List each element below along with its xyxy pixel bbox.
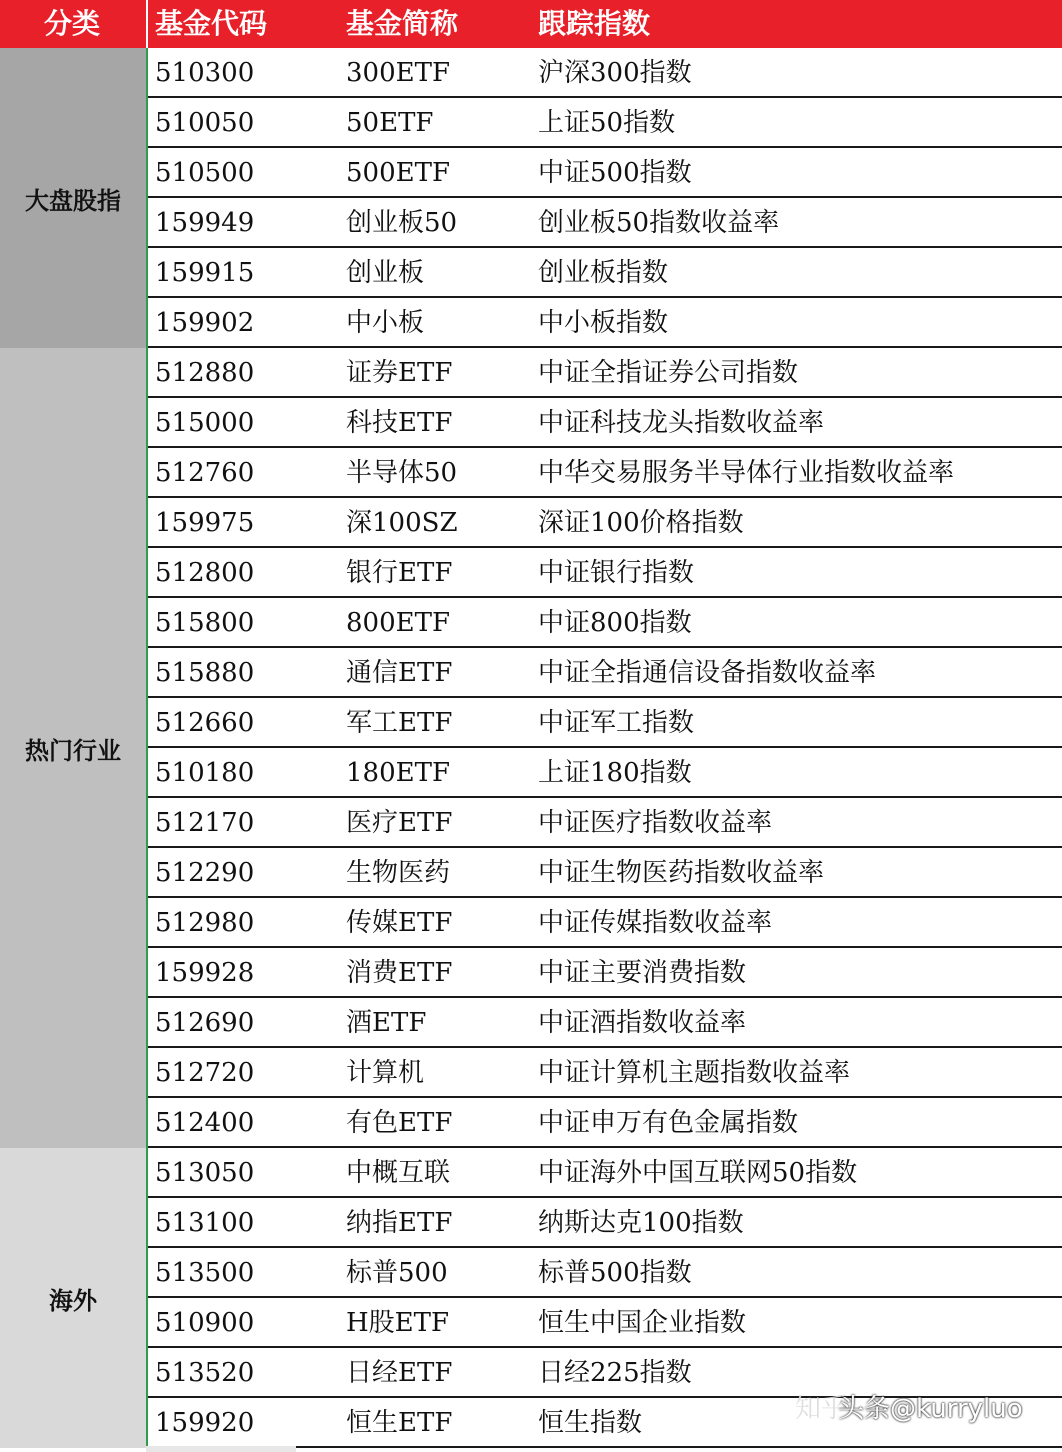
header-separator (146, 0, 148, 48)
table-row (148, 1248, 1062, 1298)
table-row (148, 998, 1062, 1048)
tracking-index: 中证生物医药指数收益率 (538, 858, 825, 888)
table-row (148, 398, 1062, 448)
fund-name: 生物医药 (346, 858, 451, 888)
table-row (148, 798, 1062, 848)
table-row (148, 898, 1062, 948)
bottom-strip (146, 1446, 296, 1452)
tracking-index: 中证计算机主题指数收益率 (538, 1058, 851, 1088)
table-row (148, 748, 1062, 798)
fund-code: 512760 (155, 458, 255, 488)
table-row (148, 1148, 1062, 1198)
fund-code: 510180 (155, 758, 255, 788)
fund-code: 512400 (155, 1108, 255, 1138)
tracking-index: 沪深300指数 (538, 58, 692, 88)
tracking-index: 恒生指数 (538, 1408, 643, 1438)
table-row (148, 548, 1062, 598)
table-row (148, 1298, 1062, 1348)
tracking-index: 中证全指通信设备指数收益率 (538, 658, 877, 688)
category-cell: 热门行业 (0, 348, 146, 1148)
fund-name: 半导体50 (346, 458, 458, 488)
table-row (148, 198, 1062, 248)
tracking-index: 创业板50指数收益率 (538, 208, 780, 238)
fund-name: 300ETF (346, 58, 450, 88)
fund-code: 159949 (155, 208, 255, 238)
fund-code: 513500 (155, 1258, 255, 1288)
fund-name: 消费ETF (346, 958, 453, 988)
tracking-index: 纳斯达克100指数 (538, 1208, 744, 1238)
tracking-index: 中证银行指数 (538, 558, 695, 588)
fund-name: H股ETF (346, 1308, 450, 1338)
fund-code: 512800 (155, 558, 255, 588)
table-row (148, 598, 1062, 648)
tracking-index: 上证50指数 (538, 108, 676, 138)
table-row (148, 948, 1062, 998)
tracking-index: 创业板指数 (538, 258, 669, 288)
category-cell: 海外 (0, 1148, 146, 1448)
fund-name: 银行ETF (346, 558, 453, 588)
tracking-index: 日经225指数 (538, 1358, 692, 1388)
fund-name: 中小板 (346, 308, 425, 338)
tracking-index: 深证100价格指数 (538, 508, 744, 538)
fund-name: 创业板50 (346, 208, 458, 238)
table-row (148, 1198, 1062, 1248)
fund-code: 515000 (155, 408, 255, 438)
fund-code: 513520 (155, 1358, 255, 1388)
fund-code: 512690 (155, 1008, 255, 1038)
fund-name: 180ETF (346, 758, 450, 788)
fund-name: 恒生ETF (346, 1408, 453, 1438)
fund-name: 中概互联 (346, 1158, 451, 1188)
tracking-index: 中证军工指数 (538, 708, 695, 738)
fund-code: 510900 (155, 1308, 255, 1338)
fund-code: 512980 (155, 908, 255, 938)
tracking-index: 中证传媒指数收益率 (538, 908, 773, 938)
tracking-index: 中华交易服务半导体行业指数收益率 (538, 458, 955, 488)
fund-code: 515800 (155, 608, 255, 638)
tracking-index: 标普500指数 (538, 1258, 692, 1288)
watermark-zhihu: 知乎 (795, 1394, 848, 1424)
fund-code: 510500 (155, 158, 255, 188)
fund-name: 深100SZ (346, 508, 458, 538)
fund-name: 500ETF (346, 158, 450, 188)
fund-name: 传媒ETF (346, 908, 453, 938)
fund-name: 科技ETF (346, 408, 453, 438)
fund-name: 有色ETF (346, 1108, 453, 1138)
table-row (148, 1098, 1062, 1148)
table-row (148, 348, 1062, 398)
fund-code: 510300 (155, 58, 255, 88)
fund-code: 512720 (155, 1058, 255, 1088)
table-row (148, 1048, 1062, 1098)
fund-code: 159902 (155, 308, 255, 338)
header-index: 跟踪指数 (538, 7, 651, 40)
fund-name: 800ETF (346, 608, 450, 638)
fund-name: 通信ETF (346, 658, 453, 688)
fund-name: 证券ETF (346, 358, 453, 388)
fund-code: 512660 (155, 708, 255, 738)
fund-code: 512170 (155, 808, 255, 838)
tracking-index: 中证医疗指数收益率 (538, 808, 773, 838)
tracking-index: 恒生中国企业指数 (538, 1308, 747, 1338)
fund-name: 医疗ETF (346, 808, 453, 838)
fund-code: 513100 (155, 1208, 255, 1238)
fund-name: 标普500 (346, 1258, 448, 1288)
tracking-index: 中证海外中国互联网50指数 (538, 1158, 858, 1188)
header-code: 基金代码 (155, 7, 268, 40)
header-name: 基金简称 (346, 7, 459, 40)
fund-name: 日经ETF (346, 1358, 453, 1388)
fund-code: 510050 (155, 108, 255, 138)
fund-name: 纳指ETF (346, 1208, 453, 1238)
table-row (148, 648, 1062, 698)
fund-name: 军工ETF (346, 708, 453, 738)
fund-code: 159928 (155, 958, 255, 988)
table-row (148, 48, 1062, 98)
tracking-index: 中证全指证券公司指数 (538, 358, 799, 388)
tracking-index: 中证申万有色金属指数 (538, 1108, 799, 1138)
fund-code: 512290 (155, 858, 255, 888)
fund-code: 159915 (155, 258, 255, 288)
fund-code: 513050 (155, 1158, 255, 1188)
fund-code: 512880 (155, 358, 255, 388)
fund-name: 计算机 (346, 1058, 425, 1088)
fund-code: 159920 (155, 1408, 255, 1438)
table-row (148, 848, 1062, 898)
watermark-toutiao: 头条@kurryluo (838, 1394, 1023, 1424)
fund-name: 50ETF (346, 108, 434, 138)
tracking-index: 中证500指数 (538, 158, 692, 188)
fund-code: 515880 (155, 658, 255, 688)
tracking-index: 中证主要消费指数 (538, 958, 747, 988)
tracking-index: 中证800指数 (538, 608, 692, 638)
table-row (148, 148, 1062, 198)
table-row (148, 298, 1062, 348)
tracking-index: 中证科技龙头指数收益率 (538, 408, 825, 438)
table-row (148, 98, 1062, 148)
table-row (148, 248, 1062, 298)
fund-name: 酒ETF (346, 1008, 427, 1038)
table-row (148, 448, 1062, 498)
header-category: 分类 (44, 7, 101, 40)
table-header (0, 0, 1062, 48)
category-cell: 大盘股指 (0, 48, 146, 348)
table-row (148, 698, 1062, 748)
table-row (148, 498, 1062, 548)
fund-name: 创业板 (346, 258, 425, 288)
tracking-index: 中小板指数 (538, 308, 669, 338)
fund-code: 159975 (155, 508, 255, 538)
tracking-index: 上证180指数 (538, 758, 692, 788)
tracking-index: 中证酒指数收益率 (538, 1008, 747, 1038)
